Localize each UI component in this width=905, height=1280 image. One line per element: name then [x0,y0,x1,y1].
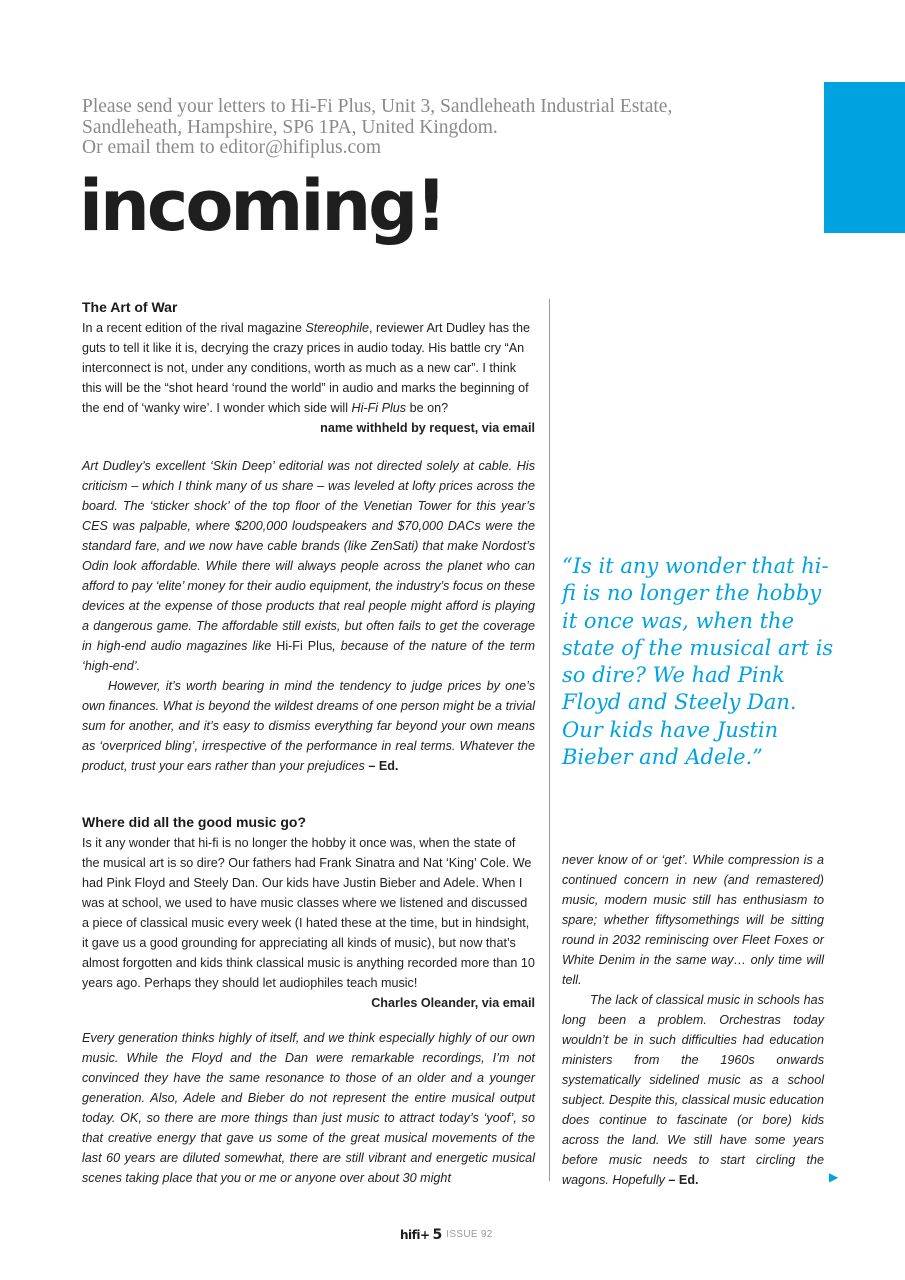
editor-signoff: – Ed. [368,759,399,773]
letters-address-notice [82,97,802,159]
reply-paragraph: Art Dudley’s excellent ‘Skin Deep’ editorial was not directed solely at cable. His criticism – which I think many of us share – was leveled at lofty prices across the board. The ‘sticker shock’ of the top floor of the Venetian Tower for this year’s CES was palpable, where $200,000 loudspeakers and $70,000 DACs were the standard fare, and we now have cable brands (like ZenSati) that make Nordost’s Odin look affordable. While there will always people across the planet who can afford to pay ‘elite’ money for their audio equipment, the industry’s focus on these devices at the expense of those products that real people might afford is playing a dangerous game. The affordable still exists, but often fails to get the coverage in high-end audio magazines like Hi-Fi Plus, because of the nature of the term ‘high-end’. [82,459,535,673]
letter-signature: Charles Oleander, via email [371,996,535,1010]
triangle-right-icon: ▶ [829,1170,839,1184]
letter-title: Where did all the good music go? [82,814,307,830]
editor-reply-continued [562,850,824,1190]
hifi-plus-logo: hifi+ [400,1227,430,1242]
reply-paragraph: Every generation thinks highly of itself, and we think especially highly of our own music. While the Floyd and the Dan were remarkable recordings, I’m not convinced they have the same resonance to those of an older and a younger generation. Also, Adele and Bieber do not represent the entire musical output today. OK, so there are more things than just music to attract today’s ‘yoof’, so that creative energy that gave us some of the great musical movements of the last 60 years are diluted somewhat, there are still vibrant and energetic musical scenes taking place that you or me or anyone over about 30 might [82,1031,535,1185]
reply-paragraph: never know of or ‘get’. While compression is a continued concern in new (and remastered) music, modern music still has enthusiasm to spare; whether fiftysomethings will be sitting round in 2032 reminiscing over Fleet Foxes or White Denim in the same way… only time will tell. [562,853,824,987]
magazine-name: Hi-Fi Plus [351,401,407,415]
letter-body: In a recent edition of the rival magazine Stereophile, reviewer Art Dudley has the guts to tell it like it is, decrying the crazy prices in audio today. His battle cry “An interconnect is not, under any conditions, worth as much as a new car”. I think this will be the “shot heard ‘round the world” in audio and marks the beginning of the end of ‘wanky wire’. I wonder which side will Hi-Fi Plus be on? [82,321,531,415]
issue-label: ISSUE 92 [446,1229,493,1241]
column-divider [549,299,550,1181]
editor-signoff: – Ed. [668,1173,699,1187]
address-line: Sandleheath, Hampshire, SP6 1PA, United Kingdom. [82,116,498,138]
editor-reply-good-music [82,1028,535,1188]
page-headline: incoming! [79,165,445,247]
letter-art-of-war [82,297,535,438]
section-color-tab [824,82,905,233]
magazine-name: Hi-Fi Plus [276,639,333,653]
letter-body: Is it any wonder that hi-fi is no longer the hobby it once was, when the state of the musical art is so dire? Our fathers had Frank Sinatra and Nat ‘King’ Cole. We had Pink Floyd and Steely Dan. Our kids have Justin Bieber and Adele. When I was at school, we used to have music classes where we listened and discussed a piece of classical music every week (I hated these at the time, but in hindsight, it gave us a good grounding for appreciating all kinds of music), but now that’s almost forgotten and kids think classical music is anything recorded more than 10 years ago. Perhaps they should let audiophiles teach music! [82,836,535,990]
letter-signature: name withheld by request, via email [320,421,535,435]
address-line: Please send your letters to Hi-Fi Plus, Unit 3, Sandleheath Industrial Estate, [82,96,673,117]
editor-reply-art-of-war [82,456,535,776]
reply-paragraph: The lack of classical music in schools has long been a problem. Orchestras today wouldn’t be in such difficulties had education ministers from the 1960s onwards systematically sidelined music as a school subject. Despite this, classical music education does continue to fascinate (or bore) kids across the land. We still have some years before music needs to start circling the wagons. Hopefully – Ed. [562,993,824,1187]
page-footer [400,1226,520,1246]
reply-paragraph: However, it’s worth bearing in mind the tendency to judge prices by one’s own finances. What is beyond the wildest dreams of one person might be a trivial sum for another, and it’s easy to dismiss everything far beyond your own means as ‘overpriced bling’, irrespective of the performance in real terms. Whatever the product, trust your ears rather than your prejudices – Ed. [82,679,535,773]
address-line: Or email them to editor@hifiplus.com [82,137,382,158]
letter-title: The Art of War [82,299,178,315]
page-number: 5 [432,1226,443,1243]
magazine-name: Stereophile [305,321,370,335]
pull-quote: “Is it any wonder that hi-fi is no longer the hobby it once was, when the state of the musical art is so dire? We had Pink Floyd and Steely Dan. Our kids have Justin Bieber and Adele.” [562,554,834,770]
letter-good-music [82,812,535,1013]
